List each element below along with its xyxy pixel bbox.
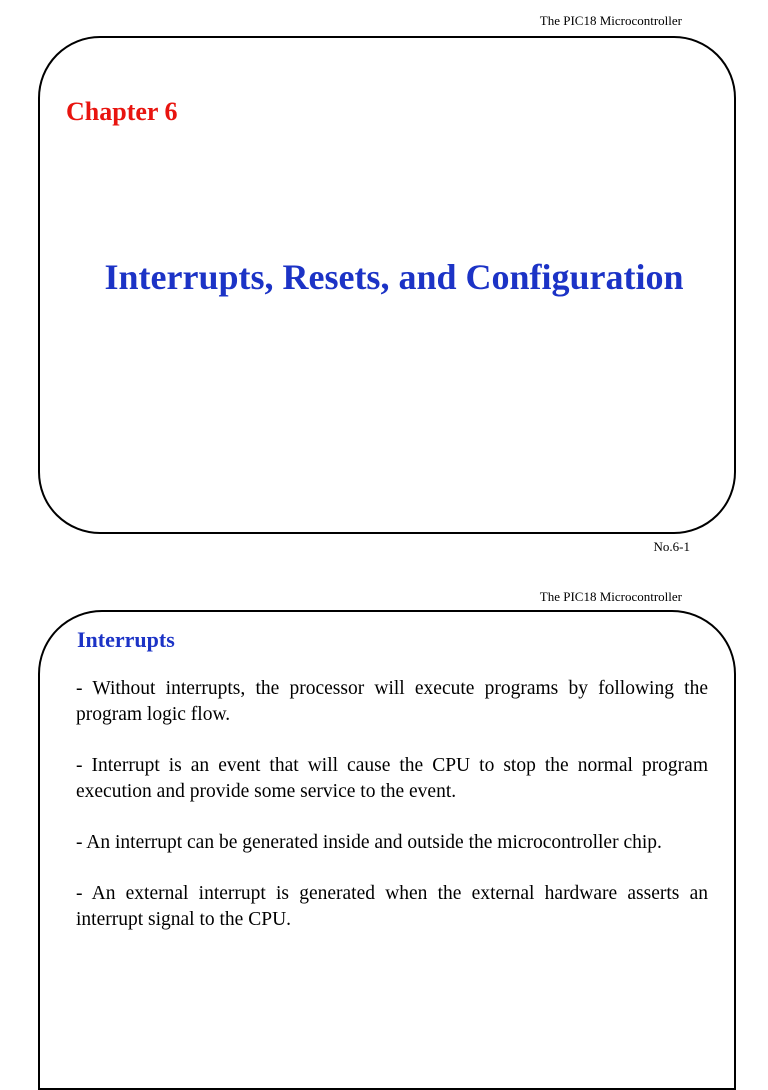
page-number: No.6-1 bbox=[653, 539, 690, 554]
bullet-item: - An interrupt can be generated inside and outside the microcontroller chip. bbox=[76, 832, 662, 853]
bullet-item: - An external interrupt is generated when the external hardware asserts an interrupt signal to the CPU. bbox=[76, 883, 708, 930]
slide-title: Interrupts, Resets, and Configuration bbox=[104, 257, 684, 297]
section-heading: Interrupts bbox=[77, 627, 175, 652]
page-header: The PIC18 Microcontroller bbox=[539, 589, 682, 604]
bullet-item: - Interrupt is an event that will cause the CPU to stop the normal program execution and provide some service to the event. bbox=[76, 755, 708, 802]
bullet-list bbox=[76, 676, 708, 958]
page-header: The PIC18 Microcontroller bbox=[539, 13, 682, 28]
bullet-item: - Without interrupts, the processor will execute programs by following the program logic flow. bbox=[76, 678, 708, 725]
chapter-label: Chapter 6 bbox=[66, 97, 178, 126]
